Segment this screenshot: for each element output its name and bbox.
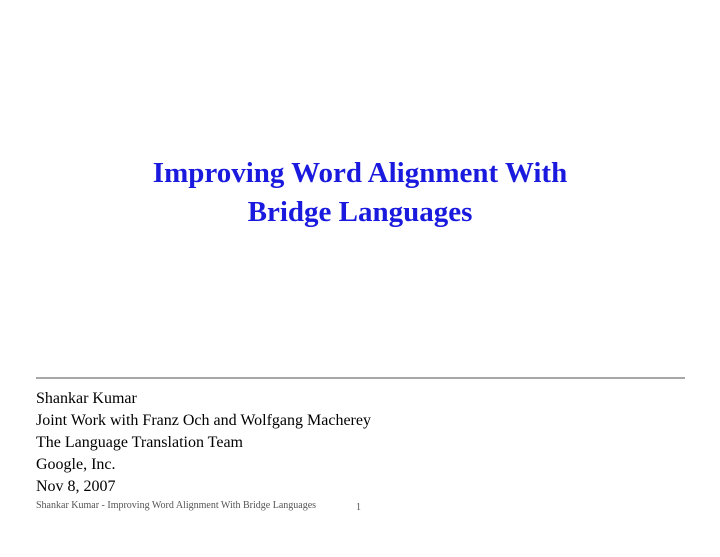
team-line: The Language Translation Team [36, 434, 243, 451]
slide-title [0, 154, 720, 232]
date-line: Nov 8, 2007 [36, 478, 116, 495]
slide-title-line-1: Improving Word Alignment With [152, 157, 568, 189]
author-block [36, 388, 371, 498]
page-number: 1 [356, 502, 361, 513]
title-divider [36, 377, 685, 379]
slide-title-line-2: Bridge Languages [247, 196, 473, 228]
slide-footer: Shankar Kumar - Improving Word Alignment With Bridge Languages [36, 500, 317, 511]
organization-line: Google, Inc. [36, 456, 116, 473]
coauthors-line: Joint Work with Franz Och and Wolfgang Macherey [36, 412, 371, 429]
author-name: Shankar Kumar [36, 390, 137, 407]
